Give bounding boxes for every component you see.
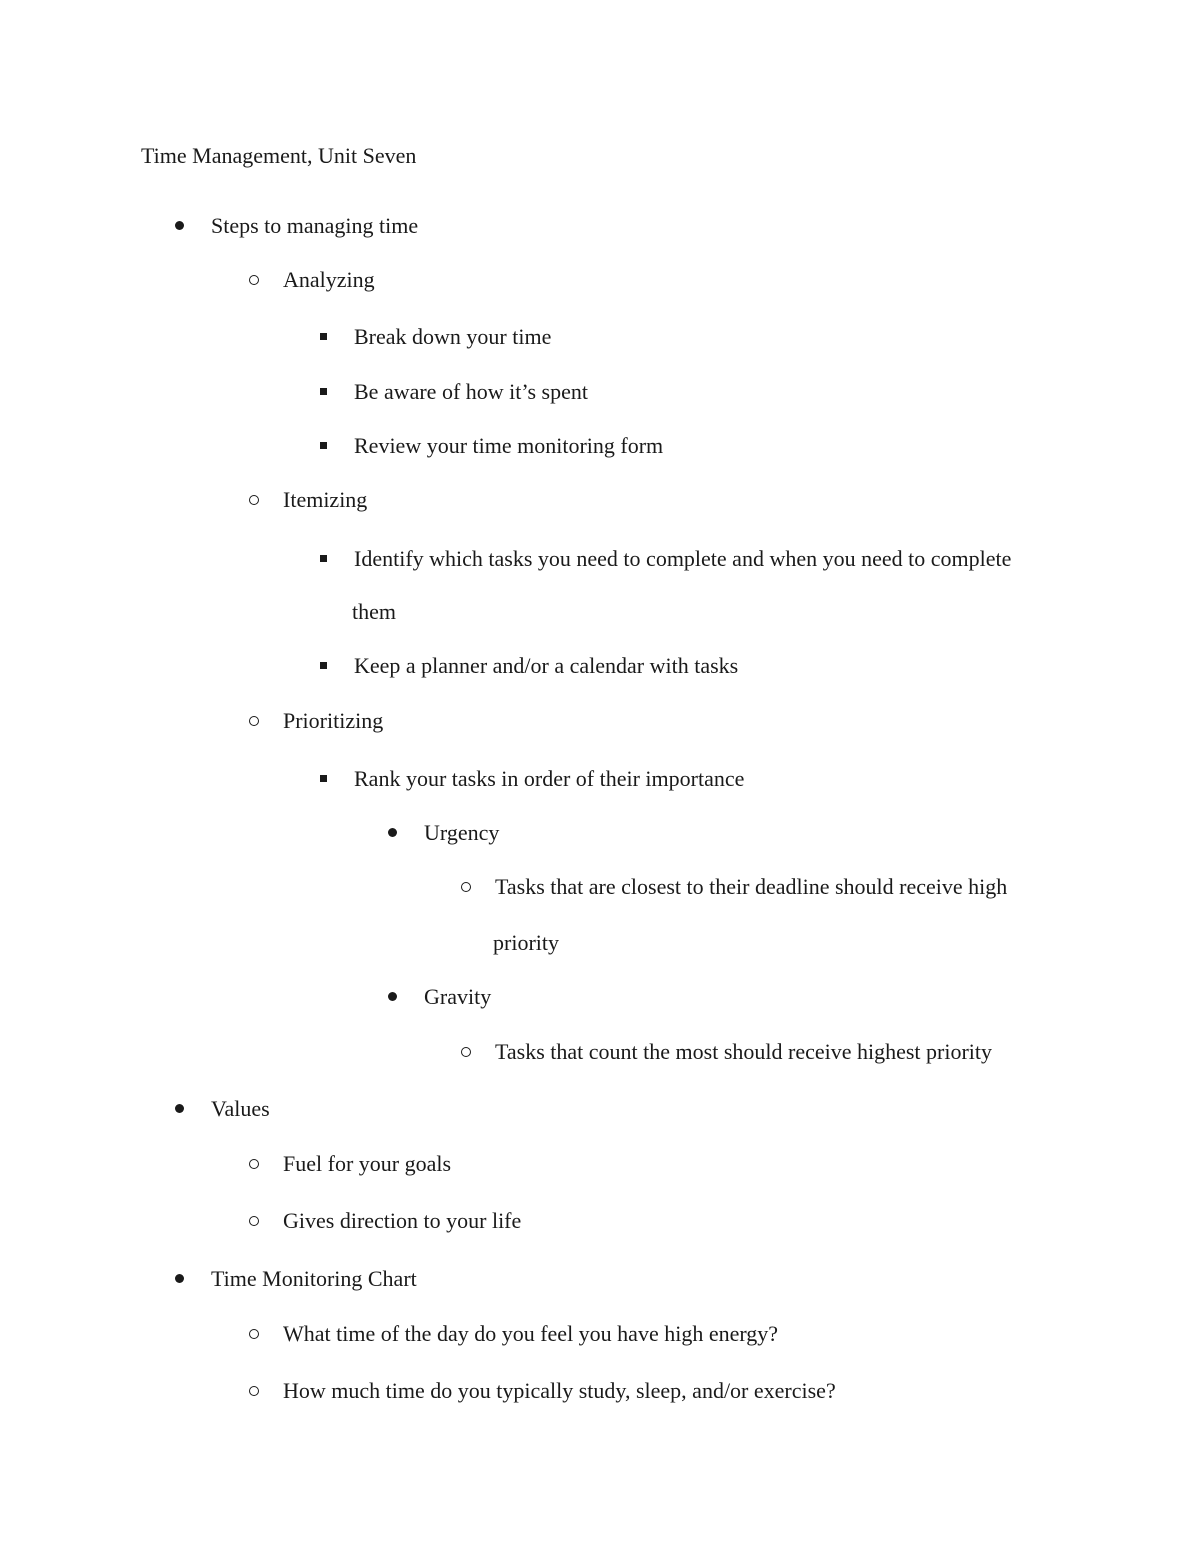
bullet-square-icon: [320, 388, 327, 395]
list-item-text: Itemizing: [283, 487, 368, 512]
list-item-text: Analyzing: [283, 267, 375, 292]
list-item-text: them: [352, 599, 396, 624]
bullet-square-icon: [320, 662, 327, 669]
bullet-square-icon: [320, 555, 327, 562]
bullet-circle-icon: [249, 495, 259, 505]
list-item-text: Keep a planner and/or a calendar with tasks: [354, 653, 739, 678]
list-item-text: Steps to managing time: [211, 213, 419, 238]
list-item-text: Tasks that count the most should receive highest priority: [495, 1039, 993, 1064]
bullet-square-icon: [320, 333, 327, 340]
bullet-disc-icon: [388, 828, 397, 837]
list-item-text: How much time do you typically study, sleep, and/or exercise?: [283, 1378, 836, 1403]
bullet-disc-icon: [175, 221, 184, 230]
bullet-circle-icon: [249, 1386, 259, 1396]
list-item-text: Time Monitoring Chart: [211, 1266, 417, 1291]
bullet-disc-icon: [388, 992, 397, 1001]
bullet-circle-icon: [249, 1216, 259, 1226]
bullet-square-icon: [320, 442, 327, 449]
list-item-text: Prioritizing: [283, 708, 384, 733]
document-title: Time Management, Unit Seven: [141, 143, 417, 168]
list-item-text: Review your time monitoring form: [354, 433, 664, 458]
bullet-circle-icon: [461, 882, 471, 892]
bullet-circle-icon: [461, 1047, 471, 1057]
bullet-circle-icon: [249, 1159, 259, 1169]
bullet-circle-icon: [249, 716, 259, 726]
list-item-text: Be aware of how it’s spent: [354, 379, 588, 404]
list-item-text: Urgency: [424, 820, 500, 845]
bullet-disc-icon: [175, 1274, 184, 1283]
list-item-text: Values: [211, 1096, 270, 1121]
list-item-text: Gravity: [424, 984, 492, 1009]
list-item-text: Gives direction to your life: [283, 1208, 522, 1233]
list-item-text: priority: [493, 930, 559, 955]
bullet-disc-icon: [175, 1104, 184, 1113]
bullet-circle-icon: [249, 275, 259, 285]
list-item-text: Break down your time: [354, 324, 552, 349]
list-item-text: Tasks that are closest to their deadline should receive high: [495, 874, 1008, 899]
list-item-text: Identify which tasks you need to complete and when you need to complete: [354, 546, 1012, 571]
list-item-text: What time of the day do you feel you have high energy?: [283, 1321, 779, 1346]
list-item-text: Rank your tasks in order of their importance: [354, 766, 745, 791]
bullet-square-icon: [320, 775, 327, 782]
list-item-text: Fuel for your goals: [283, 1151, 452, 1176]
bullet-circle-icon: [249, 1329, 259, 1339]
